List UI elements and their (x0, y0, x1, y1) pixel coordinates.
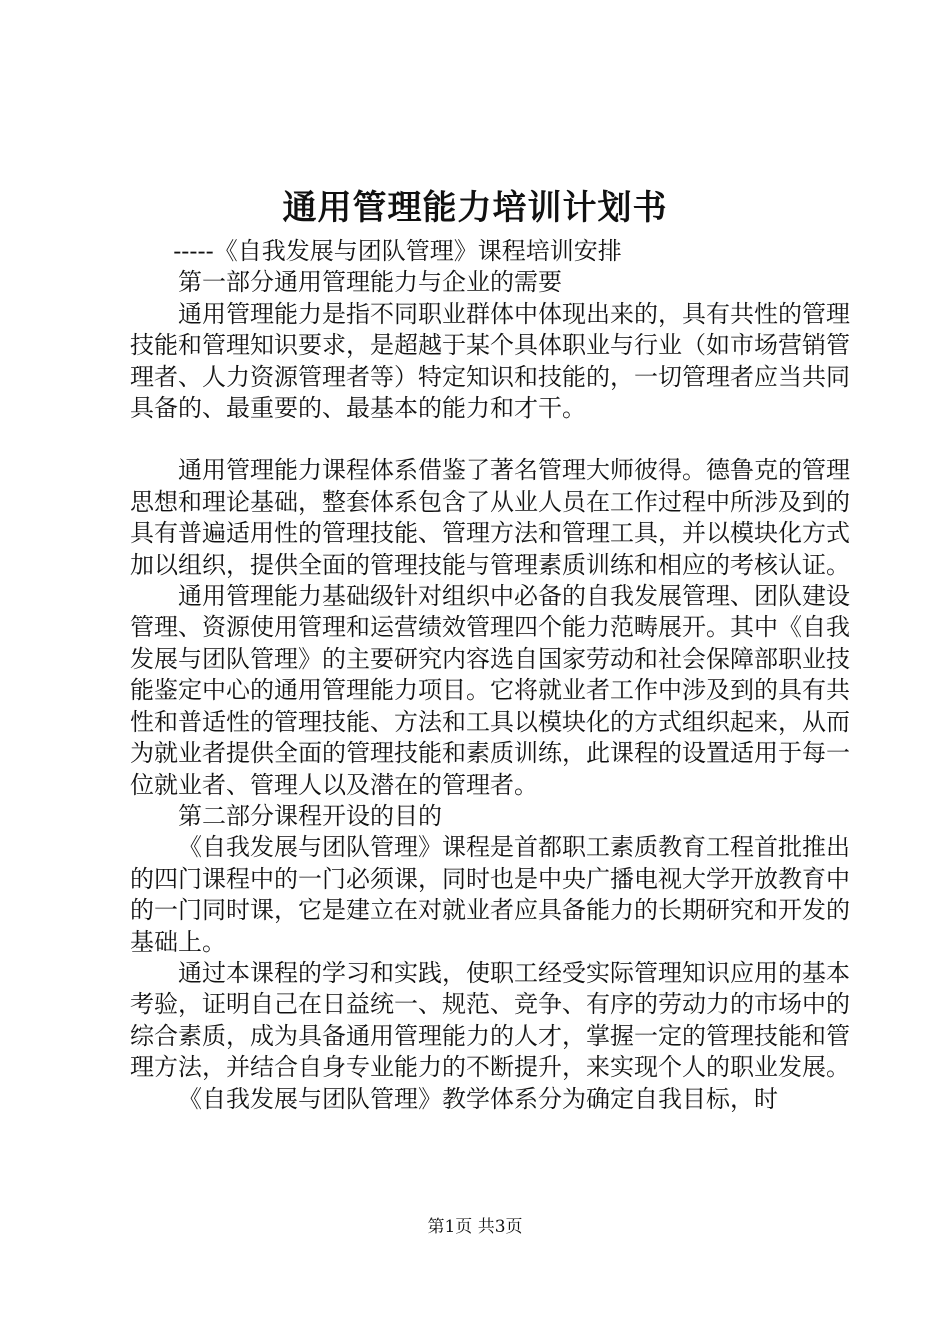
paragraph-basic-level: 通用管理能力基础级针对组织中必备的自我发展管理、团队建设管理、资源使用管理和运营绩效管理四个能力范畴展开。其中《自我发展与团队管理》的主要研究内容选自国家劳动和社会保障部职业技能鉴定中心的通用管理能力项目。它将就业者工作中涉及到的具有共性和普适性的管理技能、方法和工具以模块化的方式组织起来，从而为就业者提供全面的管理技能和素质训练，此课程的设置适用于每一位就业者、管理人以及潜在的管理者。 (130, 582, 850, 799)
paragraph-teaching-system: 《自我发展与团队管理》教学体系分为确定自我目标，时 (178, 1084, 778, 1113)
document-body (130, 236, 850, 1115)
document-subtitle: -----《自我发展与团队管理》课程培训安排 (173, 237, 622, 265)
paragraph-definition: 通用管理能力是指不同职业群体中体现出来的，具有共性的管理技能和管理知识要求，是超越于某个具体职业与行业（如市场营销管理者、人力资源管理者等）特定知识和技能的，一切管理者应当共同具备的、最重要的、最基本的能力和才干。 (130, 299, 850, 423)
paragraph-course-system: 通用管理能力课程体系借鉴了著名管理大师彼得。德鲁克的管理思想和理论基础，整套体系包含了从业人员在工作过程中所涉及到的具有普遍适用性的管理技能、管理方法和管理工具，并以模块化方式加以组织，提供全面的管理技能与管理素质训练和相应的考核认证。 (130, 456, 850, 579)
document-title: 通用管理能力培训计划书 (282, 188, 668, 228)
paragraph-course-goal: 通过本课程的学习和实践，使职工经受实际管理知识应用的基本考验，证明自己在日益统一、规范、竞争、有序的劳动力的市场中的综合素质，成为具备通用管理能力的人才，掌握一定的管理技能和管理方法，并结合自身专业能力的不断提升，来实现个人的职业发展。 (130, 958, 850, 1082)
section-heading-part-two: 第二部分课程开设的目的 (178, 801, 442, 830)
paragraph-course-intro: 《自我发展与团队管理》课程是首都职工素质教育工程首批推出的四门课程中的一门必须课，同时也是中央广播电视大学开放教育中的一门同时课，它是建立在对就业者应具备能力的长期研究和开发的基础上。 (130, 833, 850, 956)
section-heading-part-one: 第一部分通用管理能力与企业的需要 (178, 268, 562, 297)
page-footer: 第1页 共3页 (427, 1217, 523, 1237)
